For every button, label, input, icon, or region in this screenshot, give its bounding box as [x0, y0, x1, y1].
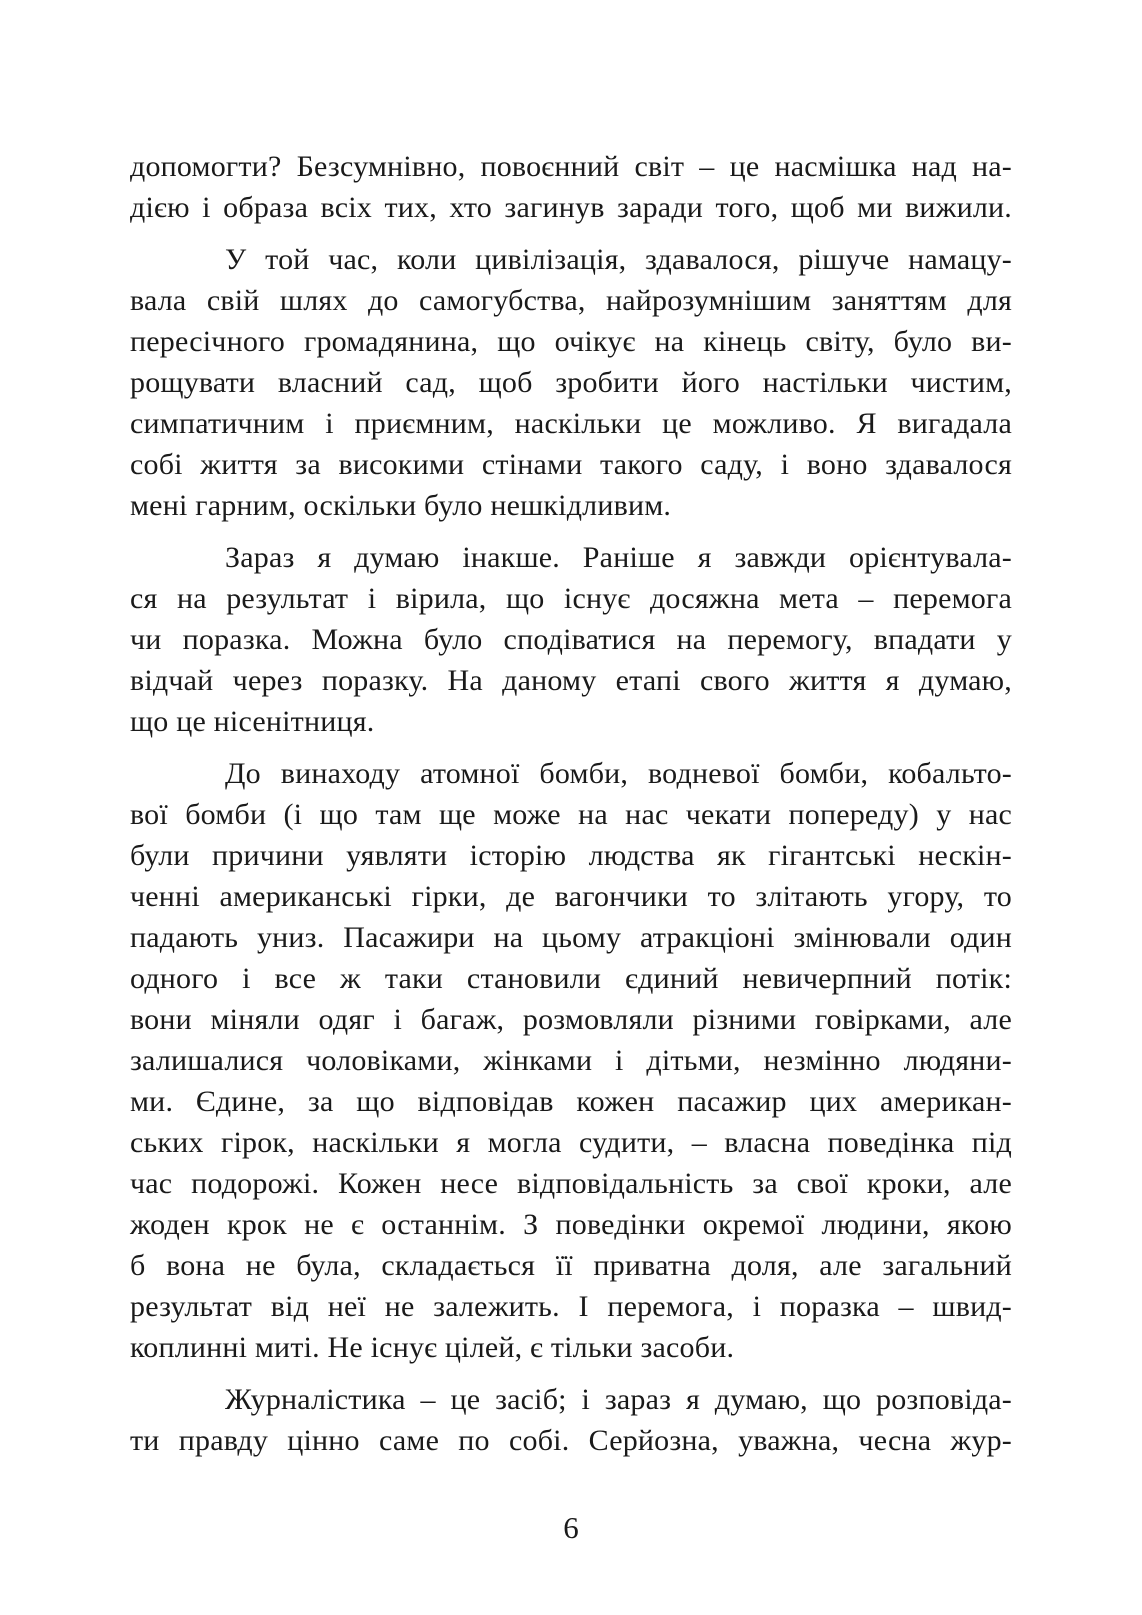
- text-line: результат від неї не залежить. І перемога, і поразка – швид-: [130, 1290, 1012, 1323]
- text-line: Зараз я думаю інакше. Раніше я завжди орієнтувала-: [225, 541, 1012, 574]
- text-line: б вона не була, складається її приватна доля, але загальний: [130, 1249, 1012, 1282]
- text-line: собі життя за високими стінами такого саду, і воно здавалося: [130, 448, 1012, 481]
- text-line: мені гарним, оскільки було нешкідливим.: [130, 489, 672, 522]
- text-line: ся на результат і вірила, що існує досяжна мета – перемога: [130, 582, 1012, 615]
- paragraph-journalism: [130, 1379, 1012, 1461]
- text-line: були причини уявляти історію людства як гігантські нескін-: [130, 839, 1012, 872]
- text-line: жоден крок не є останнім. З поведінки окремої людини, якою: [130, 1208, 1012, 1241]
- text-line: час подорожі. Кожен несе відповідальність за свої кроки, але: [130, 1167, 1012, 1200]
- text-line: залишалися чоловіками, жінками і дітьми, незмінно людяни-: [130, 1044, 1012, 1077]
- text-line: вої бомби (і що там ще може на нас чекати попереду) у нас: [130, 798, 1012, 831]
- text-line: ченні американські гірки, де вагончики то злітають угору, то: [130, 880, 1012, 913]
- paragraph-bombs: [130, 753, 1012, 1368]
- text-line: ських гірок, наскільки я могла судити, – власна поведінка під: [130, 1126, 1012, 1159]
- text-line: вала свій шлях до самогубства, найрозумнішим заняттям для: [130, 284, 1012, 317]
- page-number: 6: [563, 1510, 579, 1545]
- text-line: падають униз. Пасажири на цьому атракціоні змінювали один: [130, 921, 1012, 954]
- paragraph-now-i-think: [130, 537, 1012, 742]
- text-line: одного і все ж таки становили єдиний невичерпний потік:: [130, 962, 1012, 995]
- text-line: рощувати власний сад, щоб зробити його настільки чистим,: [130, 366, 1012, 399]
- text-line: дією і образа всіх тих, хто загинув заради того, щоб ми вижили.: [130, 191, 1012, 224]
- text-line: Журналістика – це засіб; і зараз я думаю, що розповіда-: [225, 1383, 1012, 1416]
- text-line: пересічного громадянина, що очікує на кінець світу, було ви-: [130, 325, 1012, 358]
- text-line: допомогти? Безсумнівно, повоєнний світ – це насмішка над на-: [130, 150, 1012, 183]
- text-line: симпатичним і приємним, наскільки це можливо. Я вигадала: [130, 407, 1012, 440]
- text-line: відчай через поразку. На даному етапі свого життя я думаю,: [130, 664, 1012, 697]
- paragraph-garden: [130, 239, 1012, 526]
- text-line: ти правду цінно саме по собі. Серйозна, уважна, чесна жур-: [130, 1424, 1012, 1457]
- page-text-block: [130, 146, 1012, 1461]
- text-line: вони міняли одяг і багаж, розмовляли різними говірками, але: [130, 1003, 1012, 1036]
- text-line: коплинні миті. Не існує цілей, є тільки засоби.: [130, 1331, 735, 1364]
- text-line: чи поразка. Можна було сподіватися на перемогу, впадати у: [130, 623, 1012, 656]
- text-line: У той час, коли цивілізація, здавалося, рішуче намацу-: [225, 243, 1012, 276]
- text-line: До винаходу атомної бомби, водневої бомби, кобальто-: [225, 757, 1012, 790]
- text-line: що це нісенітниця.: [130, 705, 375, 738]
- paragraph-continuation: [130, 146, 1012, 228]
- text-line: ми. Єдине, за що відповідав кожен пасажир цих американ-: [130, 1085, 1012, 1118]
